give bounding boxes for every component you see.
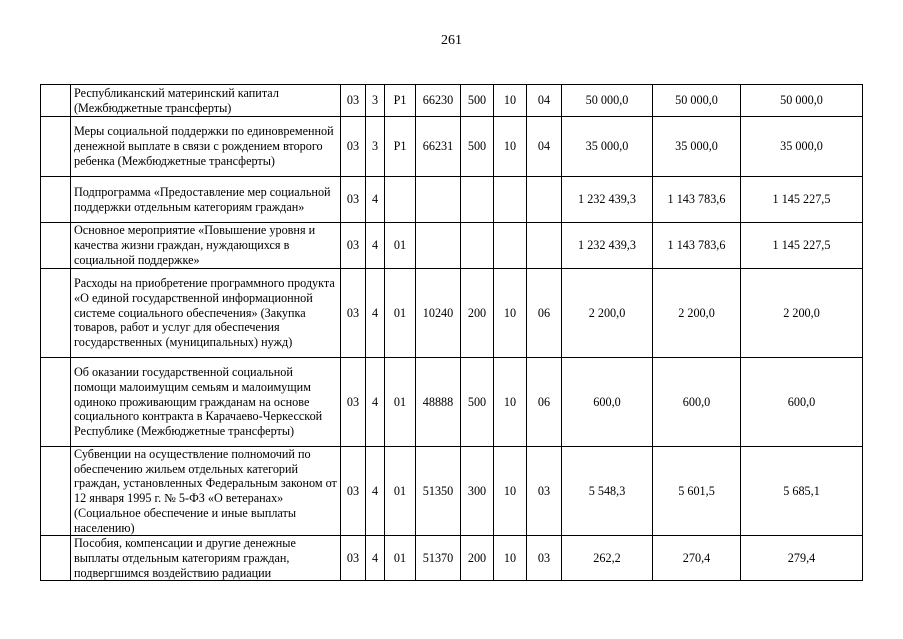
amount-year-1: 1 232 439,3 (562, 177, 653, 223)
code-expense-type: 200 (461, 536, 494, 581)
table-row (41, 358, 863, 447)
code-section (494, 177, 527, 223)
code-expense-type: 500 (461, 85, 494, 117)
row-name: Пособия, компенсации и другие денежные выплаты отдельным категориям граждан, подвергшимся воздействию радиации (71, 536, 341, 581)
code-subprogram: 3 (366, 85, 385, 117)
code-direction (416, 223, 461, 269)
row-margin-cell (41, 177, 71, 223)
code-subsection: 06 (527, 269, 562, 358)
code-subsection (527, 177, 562, 223)
row-name: Субвенции на осуществление полномочий по обеспечению жильем отдельных категорий граждан, установленных Федеральным законом от 12 января 1995 г. № 5-ФЗ «О ветеранах» (Социальное обеспечение и иные выплаты населению) (71, 447, 341, 536)
amount-year-1: 1 232 439,3 (562, 223, 653, 269)
row-margin-cell (41, 536, 71, 581)
code-expense-type: 200 (461, 269, 494, 358)
code-subprogram: 4 (366, 223, 385, 269)
code-subsection (527, 223, 562, 269)
row-margin-cell (41, 85, 71, 117)
code-subsection: 06 (527, 358, 562, 447)
amount-year-2: 270,4 (653, 536, 741, 581)
code-program: 03 (341, 85, 366, 117)
amount-year-2: 1 143 783,6 (653, 223, 741, 269)
code-section: 10 (494, 358, 527, 447)
code-subprogram: 4 (366, 177, 385, 223)
code-subsection: 03 (527, 536, 562, 581)
amount-year-2: 50 000,0 (653, 85, 741, 117)
table-row (41, 269, 863, 358)
row-margin-cell (41, 117, 71, 177)
row-name: Об оказании государственной социальной помощи малоимущим семьям и малоимущим одиноко проживающим гражданам на основе социального контракта в Карачаево-Черкесской Республике (Межбюджетные трансферты) (71, 358, 341, 447)
amount-year-1: 2 200,0 (562, 269, 653, 358)
code-section: 10 (494, 269, 527, 358)
code-section (494, 223, 527, 269)
row-name: Республиканский материнский капитал (Межбюджетные трансферты) (71, 85, 341, 117)
table-row (41, 117, 863, 177)
amount-year-3: 50 000,0 (741, 85, 863, 117)
code-section: 10 (494, 536, 527, 581)
row-name: Основное мероприятие «Повышение уровня и качества жизни граждан, нуждающихся в социальной поддержке» (71, 223, 341, 269)
amount-year-3: 35 000,0 (741, 117, 863, 177)
amount-year-1: 5 548,3 (562, 447, 653, 536)
code-event: 01 (385, 358, 416, 447)
table-row (41, 177, 863, 223)
code-event: P1 (385, 85, 416, 117)
code-subprogram: 4 (366, 536, 385, 581)
amount-year-2: 35 000,0 (653, 117, 741, 177)
page-number: 261 (441, 33, 462, 48)
amount-year-3: 5 685,1 (741, 447, 863, 536)
code-event: 01 (385, 223, 416, 269)
code-direction: 66231 (416, 117, 461, 177)
amount-year-3: 600,0 (741, 358, 863, 447)
code-expense-type: 300 (461, 447, 494, 536)
code-direction: 66230 (416, 85, 461, 117)
code-direction: 48888 (416, 358, 461, 447)
code-event (385, 177, 416, 223)
row-name: Меры социальной поддержки по единовременной денежной выплате в связи с рождением второго ребенка (Межбюджетные трансферты) (71, 117, 341, 177)
code-section: 10 (494, 85, 527, 117)
row-margin-cell (41, 223, 71, 269)
code-program: 03 (341, 358, 366, 447)
table-row (41, 447, 863, 536)
code-event: 01 (385, 269, 416, 358)
code-section: 10 (494, 117, 527, 177)
amount-year-1: 35 000,0 (562, 117, 653, 177)
row-margin-cell (41, 447, 71, 536)
code-subsection: 04 (527, 117, 562, 177)
code-expense-type: 500 (461, 358, 494, 447)
code-program: 03 (341, 447, 366, 536)
code-subprogram: 4 (366, 269, 385, 358)
code-expense-type (461, 177, 494, 223)
code-subprogram: 4 (366, 447, 385, 536)
budget-table (40, 84, 863, 581)
amount-year-3: 1 145 227,5 (741, 177, 863, 223)
code-subprogram: 4 (366, 358, 385, 447)
code-section: 10 (494, 447, 527, 536)
code-direction: 51370 (416, 536, 461, 581)
amount-year-3: 2 200,0 (741, 269, 863, 358)
amount-year-2: 1 143 783,6 (653, 177, 741, 223)
row-margin-cell (41, 269, 71, 358)
code-expense-type: 500 (461, 117, 494, 177)
code-subsection: 03 (527, 447, 562, 536)
amount-year-2: 5 601,5 (653, 447, 741, 536)
amount-year-1: 50 000,0 (562, 85, 653, 117)
code-expense-type (461, 223, 494, 269)
code-program: 03 (341, 117, 366, 177)
code-program: 03 (341, 223, 366, 269)
table-row (41, 223, 863, 269)
amount-year-3: 1 145 227,5 (741, 223, 863, 269)
code-event: P1 (385, 117, 416, 177)
code-subsection: 04 (527, 85, 562, 117)
code-event: 01 (385, 447, 416, 536)
amount-year-3: 279,4 (741, 536, 863, 581)
code-program: 03 (341, 536, 366, 581)
code-subprogram: 3 (366, 117, 385, 177)
code-event: 01 (385, 536, 416, 581)
amount-year-2: 2 200,0 (653, 269, 741, 358)
code-program: 03 (341, 269, 366, 358)
code-direction: 10240 (416, 269, 461, 358)
amount-year-2: 600,0 (653, 358, 741, 447)
table-row (41, 85, 863, 117)
row-name: Подпрограмма «Предоставление мер социальной поддержки отдельным категориям граждан» (71, 177, 341, 223)
row-margin-cell (41, 358, 71, 447)
amount-year-1: 262,2 (562, 536, 653, 581)
code-direction (416, 177, 461, 223)
amount-year-1: 600,0 (562, 358, 653, 447)
row-name: Расходы на приобретение программного продукта «О единой государственной информационной системе социального обеспечения» (Закупка товаров, работ и услуг для обеспечения государственных (муниципальных) нужд) (71, 269, 341, 358)
code-direction: 51350 (416, 447, 461, 536)
table-row (41, 536, 863, 581)
code-program: 03 (341, 177, 366, 223)
